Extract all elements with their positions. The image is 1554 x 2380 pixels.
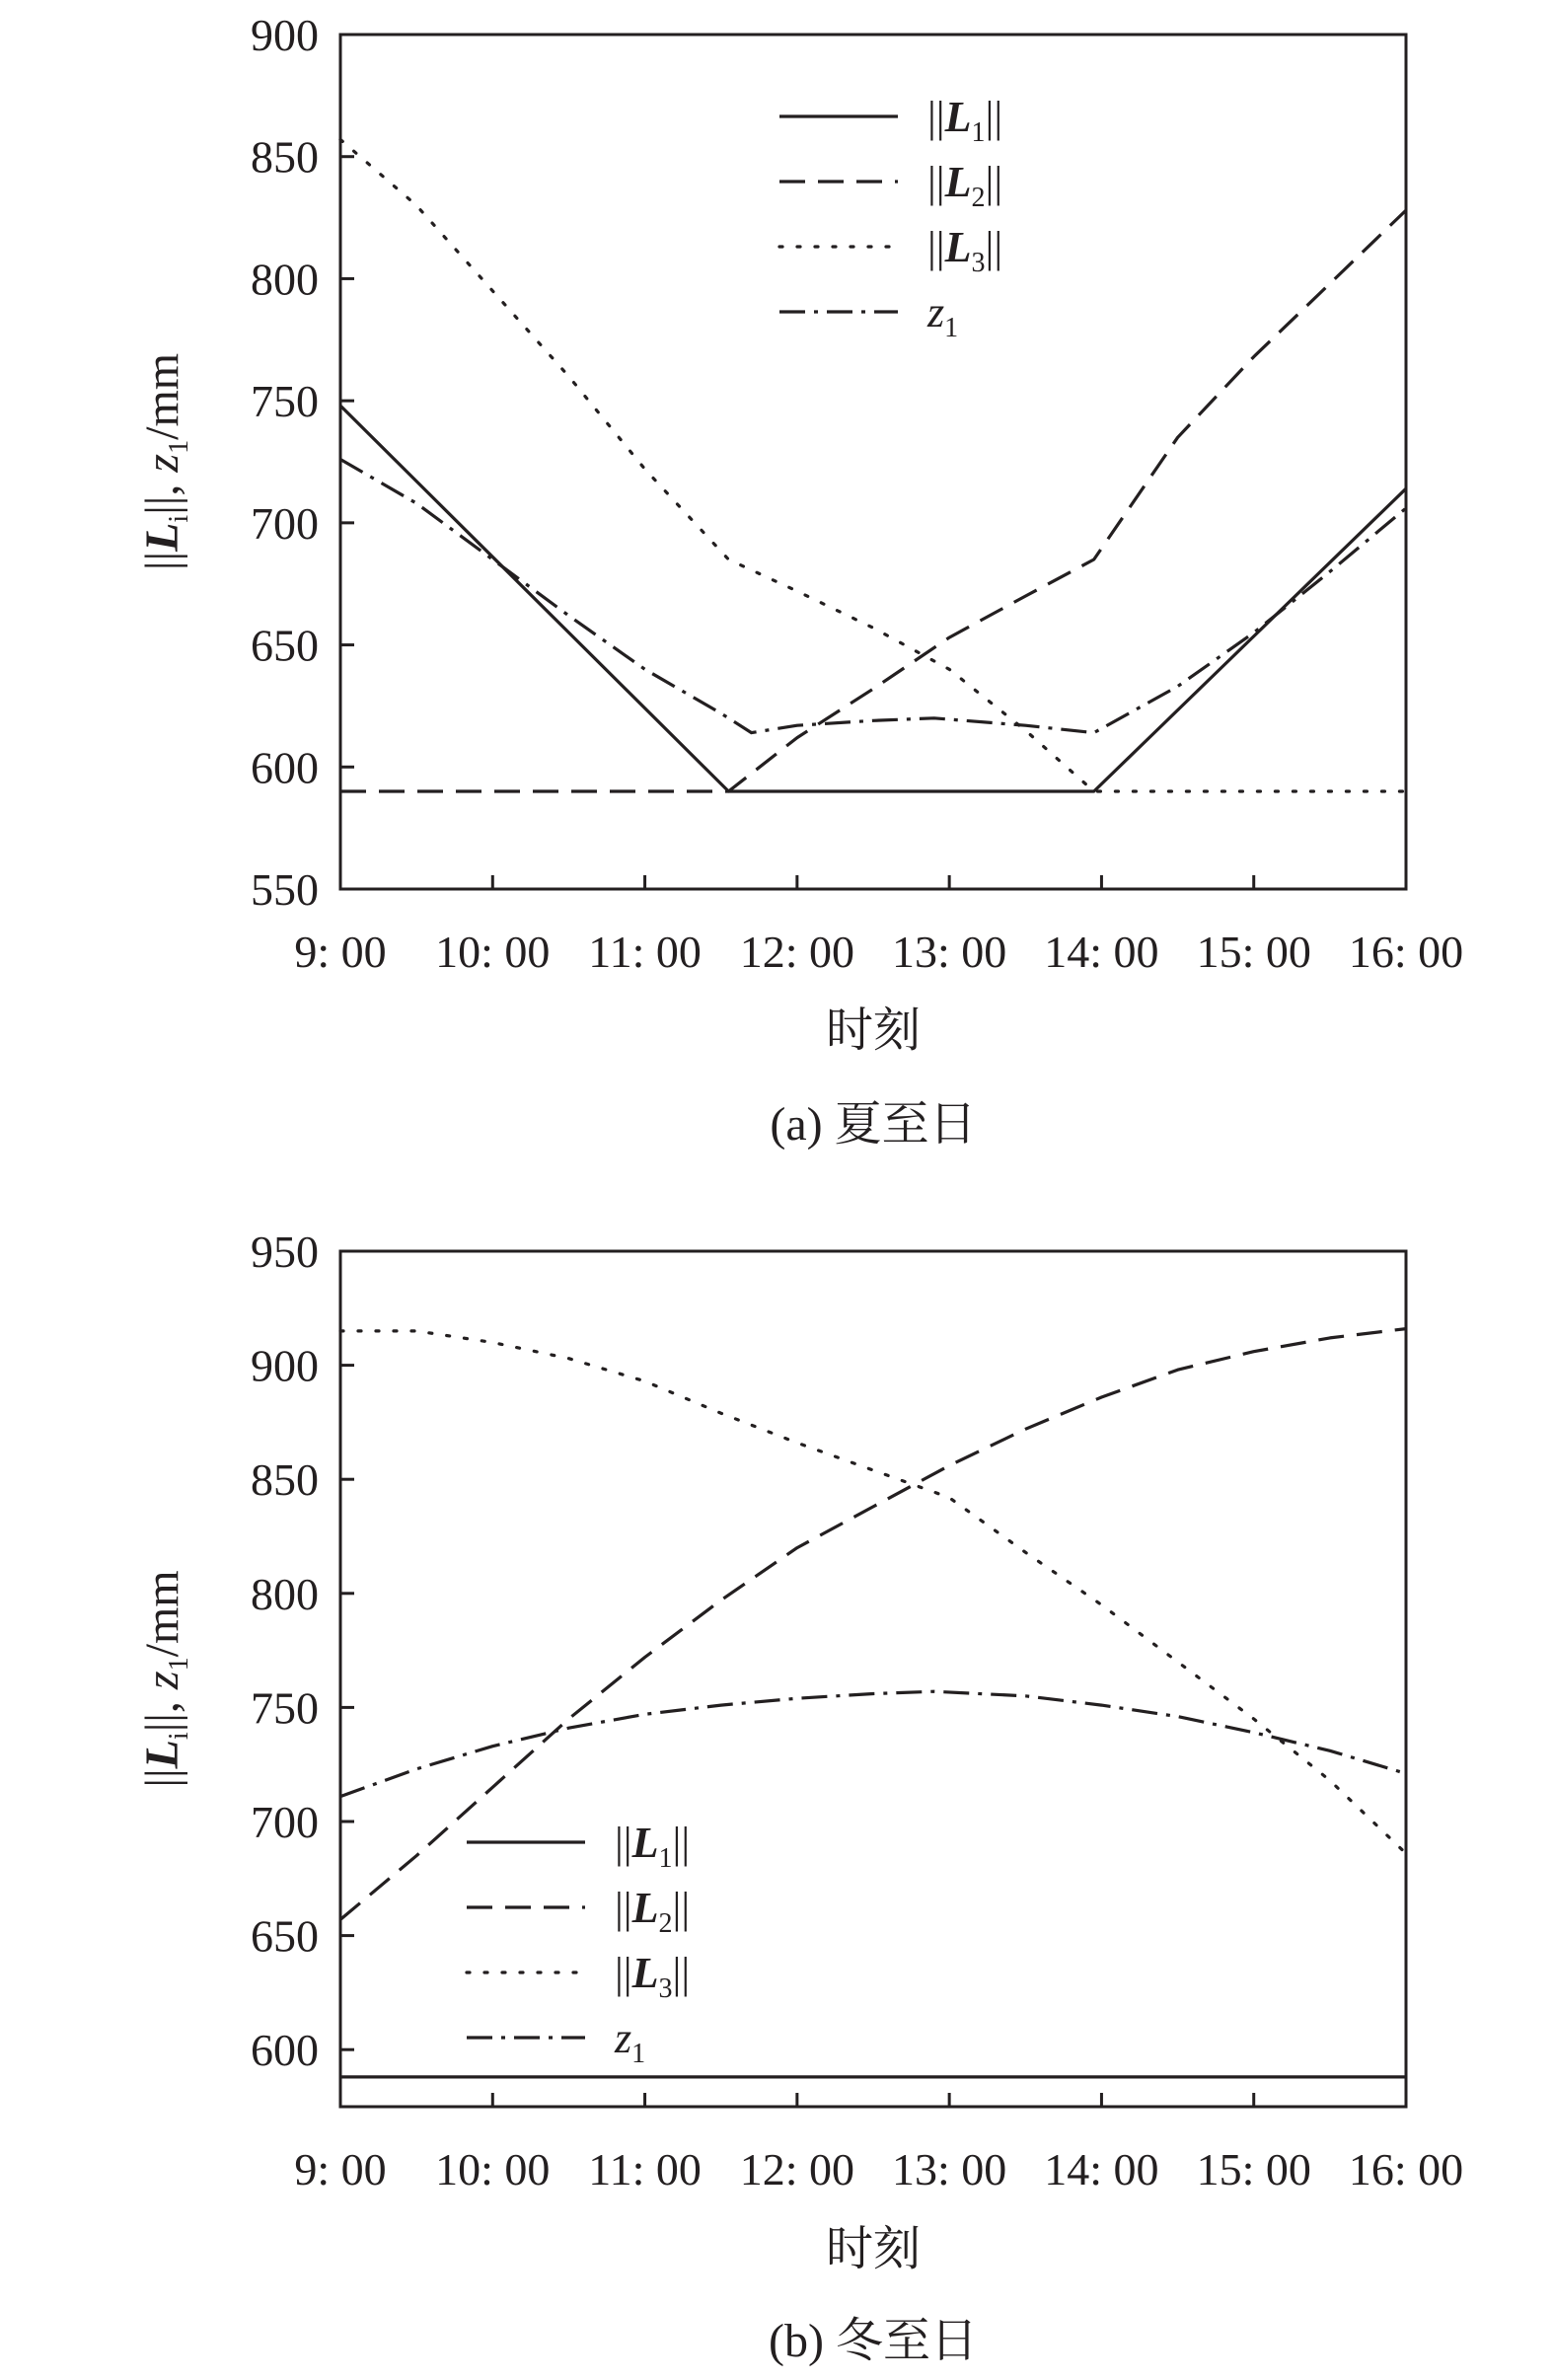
x-tick-label: 10: 00 xyxy=(435,927,551,977)
plot-frame xyxy=(340,35,1406,889)
x-tick-label: 15: 00 xyxy=(1196,927,1311,977)
legend-label: $||L_1||$ xyxy=(927,93,1003,148)
x-axis-title: 时刻 xyxy=(825,2223,922,2275)
figure-caption: (b) 冬至日 xyxy=(769,2315,978,2367)
chart-a xyxy=(136,10,1463,1151)
y-tick-label: 600 xyxy=(251,2025,319,2076)
y-tick-label: 700 xyxy=(251,1797,319,1847)
chart-b xyxy=(136,1227,1463,2367)
legend-label: $z_1$ xyxy=(615,2014,646,2069)
legend-label: $z_1$ xyxy=(927,288,959,343)
x-tick-label: 9: 00 xyxy=(294,927,387,977)
x-tick-label: 13: 00 xyxy=(892,2144,1007,2194)
y-tick-label: 550 xyxy=(251,864,319,915)
legend-label: $||L_1||$ xyxy=(615,1819,691,1874)
y-tick-label: 650 xyxy=(251,1910,319,1962)
legend-label: $||L_3||$ xyxy=(927,223,1003,278)
x-tick-label: 13: 00 xyxy=(892,927,1007,977)
x-tick-label: 11: 00 xyxy=(588,927,702,977)
x-tick-label: 16: 00 xyxy=(1348,2144,1464,2194)
series-line-l2 xyxy=(340,210,1406,791)
y-axis-title: $||L_i||$, $z_1/mm$ xyxy=(136,1570,194,1788)
y-tick-label: 750 xyxy=(251,376,319,427)
y-tick-label: 850 xyxy=(251,131,319,183)
y-tick-label: 950 xyxy=(251,1227,319,1277)
series-line-z1 xyxy=(340,460,1406,733)
series-line-l2 xyxy=(340,1329,1406,1920)
x-tick-label: 14: 00 xyxy=(1044,2144,1159,2194)
x-tick-label: 12: 00 xyxy=(739,2144,854,2194)
y-tick-label: 800 xyxy=(251,254,319,305)
x-tick-label: 9: 00 xyxy=(294,2144,387,2194)
x-axis-title: 时刻 xyxy=(825,1004,922,1057)
y-tick-label: 700 xyxy=(251,497,319,549)
y-tick-label: 750 xyxy=(251,1682,319,1734)
x-tick-label: 14: 00 xyxy=(1044,927,1159,977)
y-tick-label: 650 xyxy=(251,620,319,671)
x-tick-label: 10: 00 xyxy=(435,2144,551,2194)
y-axis-title: $||L_i||$, $z_1/mm$ xyxy=(136,352,194,571)
y-tick-label: 900 xyxy=(251,10,319,60)
figure-caption: (a) 夏至日 xyxy=(770,1098,977,1151)
series-line-l1 xyxy=(340,406,1406,791)
legend-label: $||L_2||$ xyxy=(927,158,1003,213)
x-tick-label: 12: 00 xyxy=(739,927,854,977)
y-tick-label: 800 xyxy=(251,1568,319,1619)
series-line-l3 xyxy=(340,139,1406,791)
legend xyxy=(779,93,1002,343)
legend xyxy=(467,1819,690,2069)
y-tick-label: 900 xyxy=(251,1340,319,1391)
plot-frame xyxy=(340,1251,1406,2107)
y-tick-label: 850 xyxy=(251,1454,319,1506)
x-tick-label: 15: 00 xyxy=(1196,2144,1311,2194)
legend-label: $||L_3||$ xyxy=(615,1949,691,2004)
x-tick-label: 16: 00 xyxy=(1348,927,1464,977)
x-tick-label: 11: 00 xyxy=(588,2144,702,2194)
legend-label: $||L_2||$ xyxy=(615,1884,691,1939)
series-line-l3 xyxy=(340,1331,1406,1854)
y-tick-label: 600 xyxy=(251,742,319,793)
